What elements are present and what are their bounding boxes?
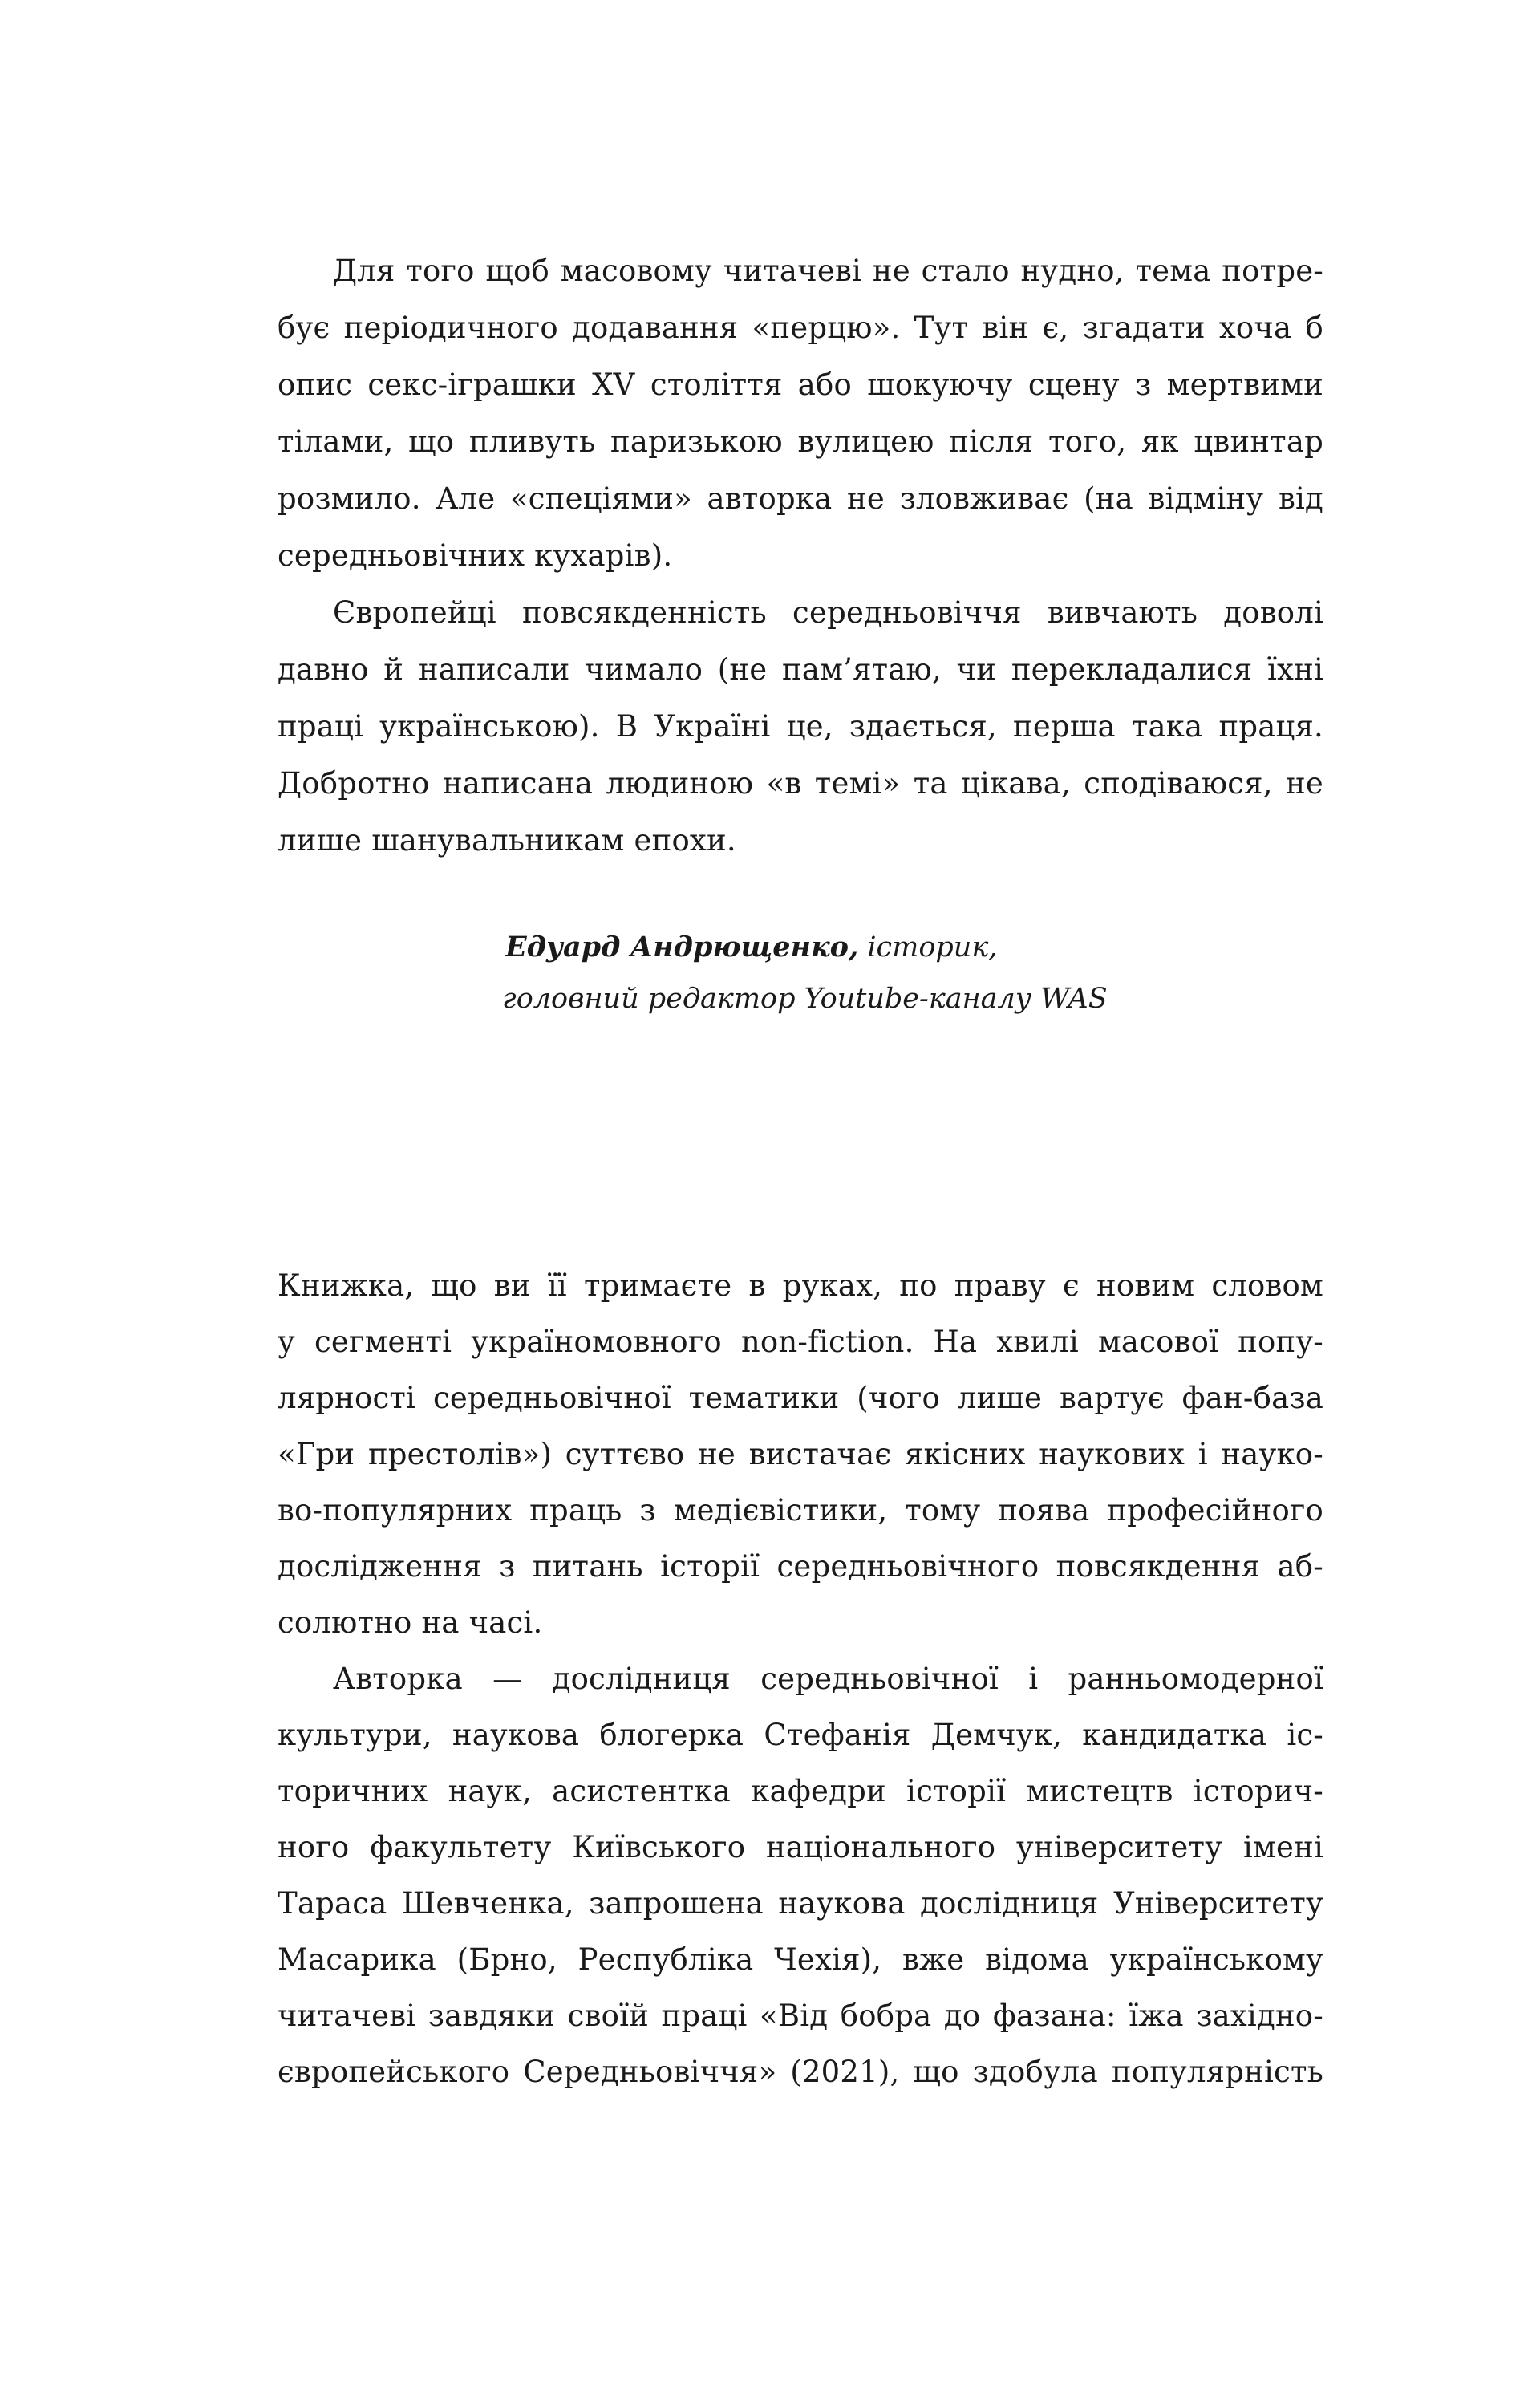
text-line: середньовічних кухарів). — [278, 538, 673, 573]
review-text-2 — [278, 1258, 1323, 2100]
text-line: у сегменті україномовного non-fiction. На хвилі масової попу- — [278, 1325, 1323, 1359]
attribution-line-1 — [505, 921, 1108, 973]
text-line: лише шанувальникам епохи. — [278, 823, 736, 858]
review-text-1 — [278, 242, 1323, 869]
review-attribution — [502, 921, 1108, 1025]
text-line: читачеві завдяки своїй праці «Від бобра до фазана: їжа західно- — [278, 1998, 1323, 2033]
text-line: во-популярних праць з медієвістики, тому поява професійного — [278, 1493, 1323, 1528]
text-line: праці українською). В Україні це, здається, перша така праця. — [278, 709, 1323, 744]
reviewer-name: Едуард Андрющенко, — [505, 931, 859, 964]
text-line: давно й написали чимало (не пам’ятаю, чи перекладалися їхні — [278, 652, 1323, 687]
text-line: солютно на часі. — [278, 1605, 543, 1640]
text-line: культури, наукова блогерка Стефанія Демчук, кандидатка іс- — [278, 1718, 1323, 1752]
text-line: європейського Середньовіччя» (2021), що здобула популярність — [278, 2055, 1323, 2089]
text-line: Авторка — дослідниця середньовічної і ранньомодерної — [333, 1662, 1323, 1696]
text-line: Масарика (Брно, Республіка Чехія), вже відома українському — [278, 1942, 1323, 1977]
text-line: Книжка, що ви її тримаєте в руках, по праву є новим словом — [278, 1268, 1323, 1303]
text-line: Для того щоб масовому читачеві не стало нудно, тема потре- — [333, 254, 1323, 288]
text-line: торичних наук, асистентка кафедри історії мистецтв історич- — [278, 1774, 1323, 1808]
text-line: Тараса Шевченка, запрошена наукова дослідниця Університету — [278, 1886, 1323, 1921]
text-line: ного факультету Київського національного університету імені — [278, 1830, 1323, 1864]
text-line: тілами, що пливуть паризькою вулицею після того, як цвинтар — [278, 424, 1323, 459]
text-line: «Гри престолів») суттєво не вистачає якісних наукових і науко- — [278, 1437, 1323, 1471]
text-line: лярності середньовічної тематики (чого лише вартує фан-база — [278, 1381, 1323, 1415]
attribution-line-2: головний редактор Youtube-каналу WAS — [502, 983, 1108, 1015]
text-line: Європейці повсякденність середньовіччя вивчають доволі — [333, 595, 1323, 630]
text-line: дослідження з питань історії середньовічного повсякдення аб- — [278, 1549, 1323, 1584]
text-line: Добротно написана людиною «в темі» та цікава, сподіваюся, не — [278, 766, 1323, 801]
text-line: розмило. Але «спеціями» авторка не зловживає (на відміну від — [278, 481, 1323, 516]
text-line: опис секс-іграшки XV століття або шокуючу сцену з мертвими — [278, 367, 1323, 402]
reviewer-role: історик, — [858, 931, 998, 964]
text-line: бує періодичного додавання «перцю». Тут він є, згадати хоча б — [278, 310, 1323, 345]
